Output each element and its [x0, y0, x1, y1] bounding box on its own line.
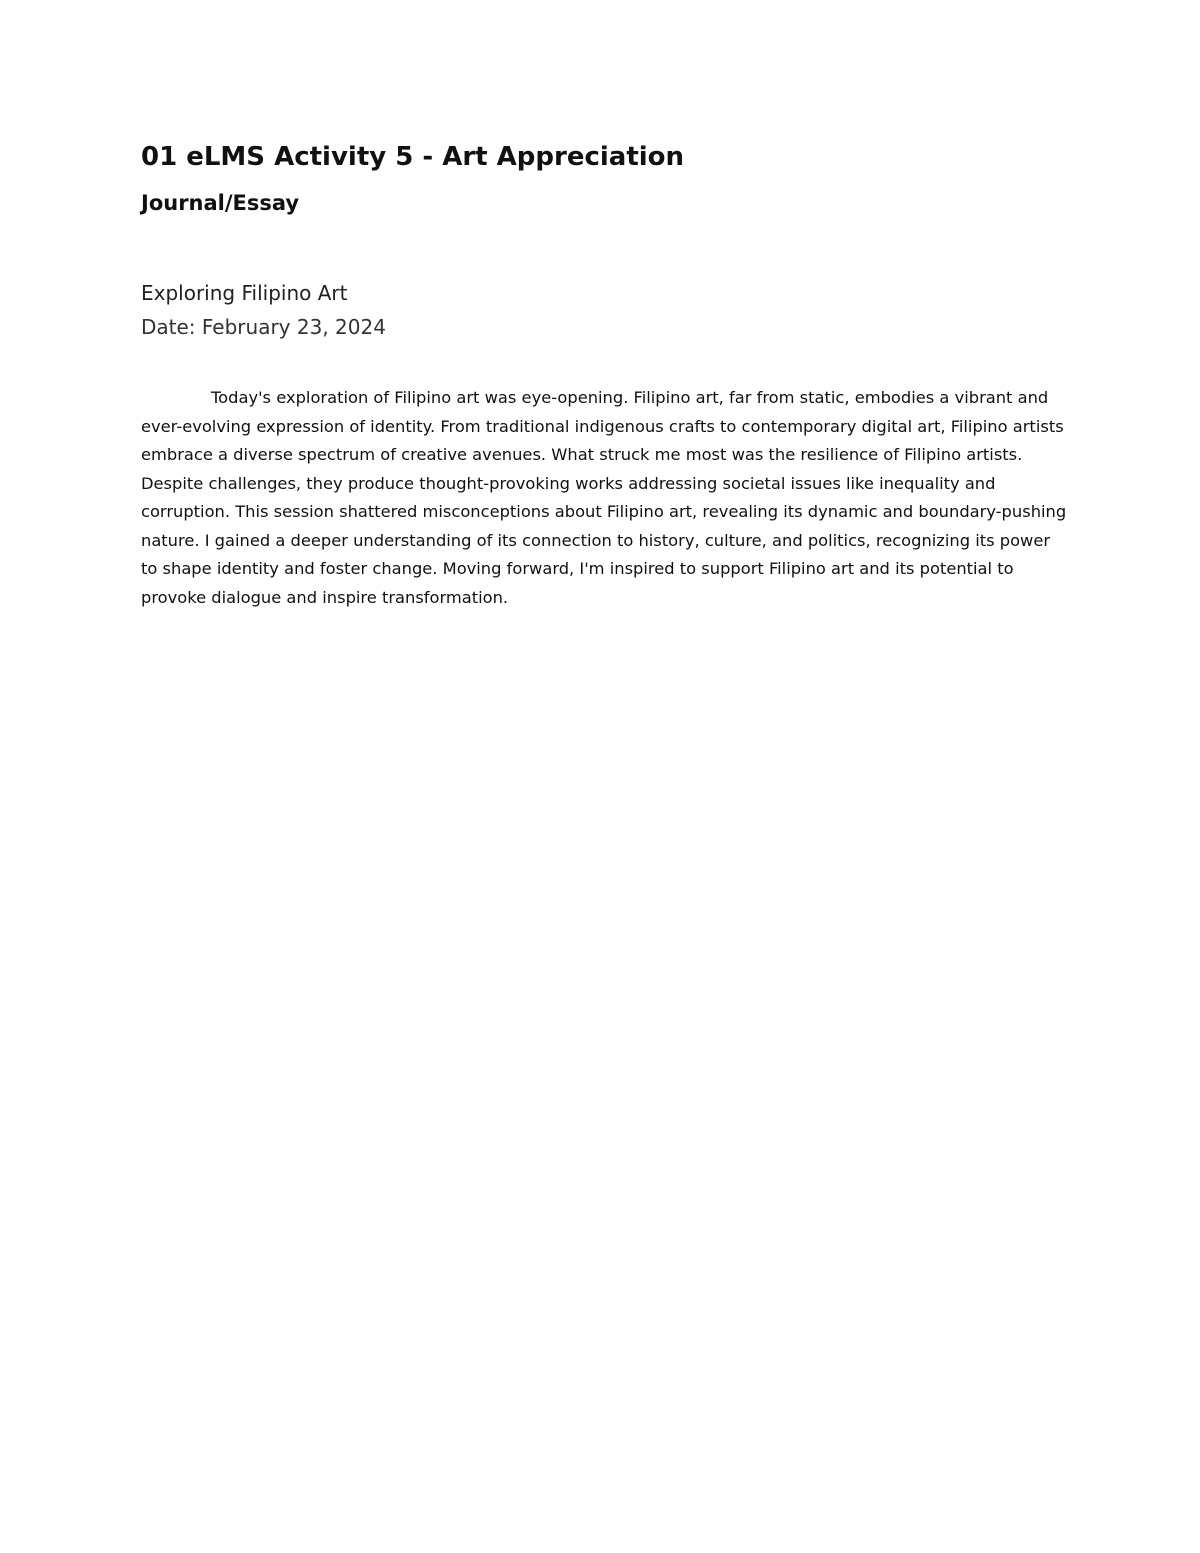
- entry-title: Exploring Filipino Art: [141, 281, 348, 305]
- entry-body-paragraph: Today's exploration of Filipino art was eye-opening. Filipino art, far from static, embodies a vibrant and ever-evolving expression of identity. From traditional indigenous crafts to contemporary digital art, Filipino artists embrace a diverse spectrum of creative avenues. What struck me most was the resilience of Filipino artists. Despite challenges, they produce thought-provoking works addressing societal issues like inequality and corruption. This session shattered misconceptions about Filipino art, revealing its dynamic and boundary-pushing nature. I gained a deeper understanding of its connection to history, culture, and politics, recognizing its power to shape identity and foster change. Moving forward, I'm inspired to support Filipino art and its potential to provoke dialogue and inspire transformation.: [141, 388, 1067, 607]
- document-content: [141, 138, 1071, 612]
- document-subtitle: Journal/Essay: [141, 191, 300, 215]
- entry-date: Date: February 23, 2024: [141, 315, 386, 339]
- document-title: 01 eLMS Activity 5 - Art Appreciation: [141, 142, 685, 172]
